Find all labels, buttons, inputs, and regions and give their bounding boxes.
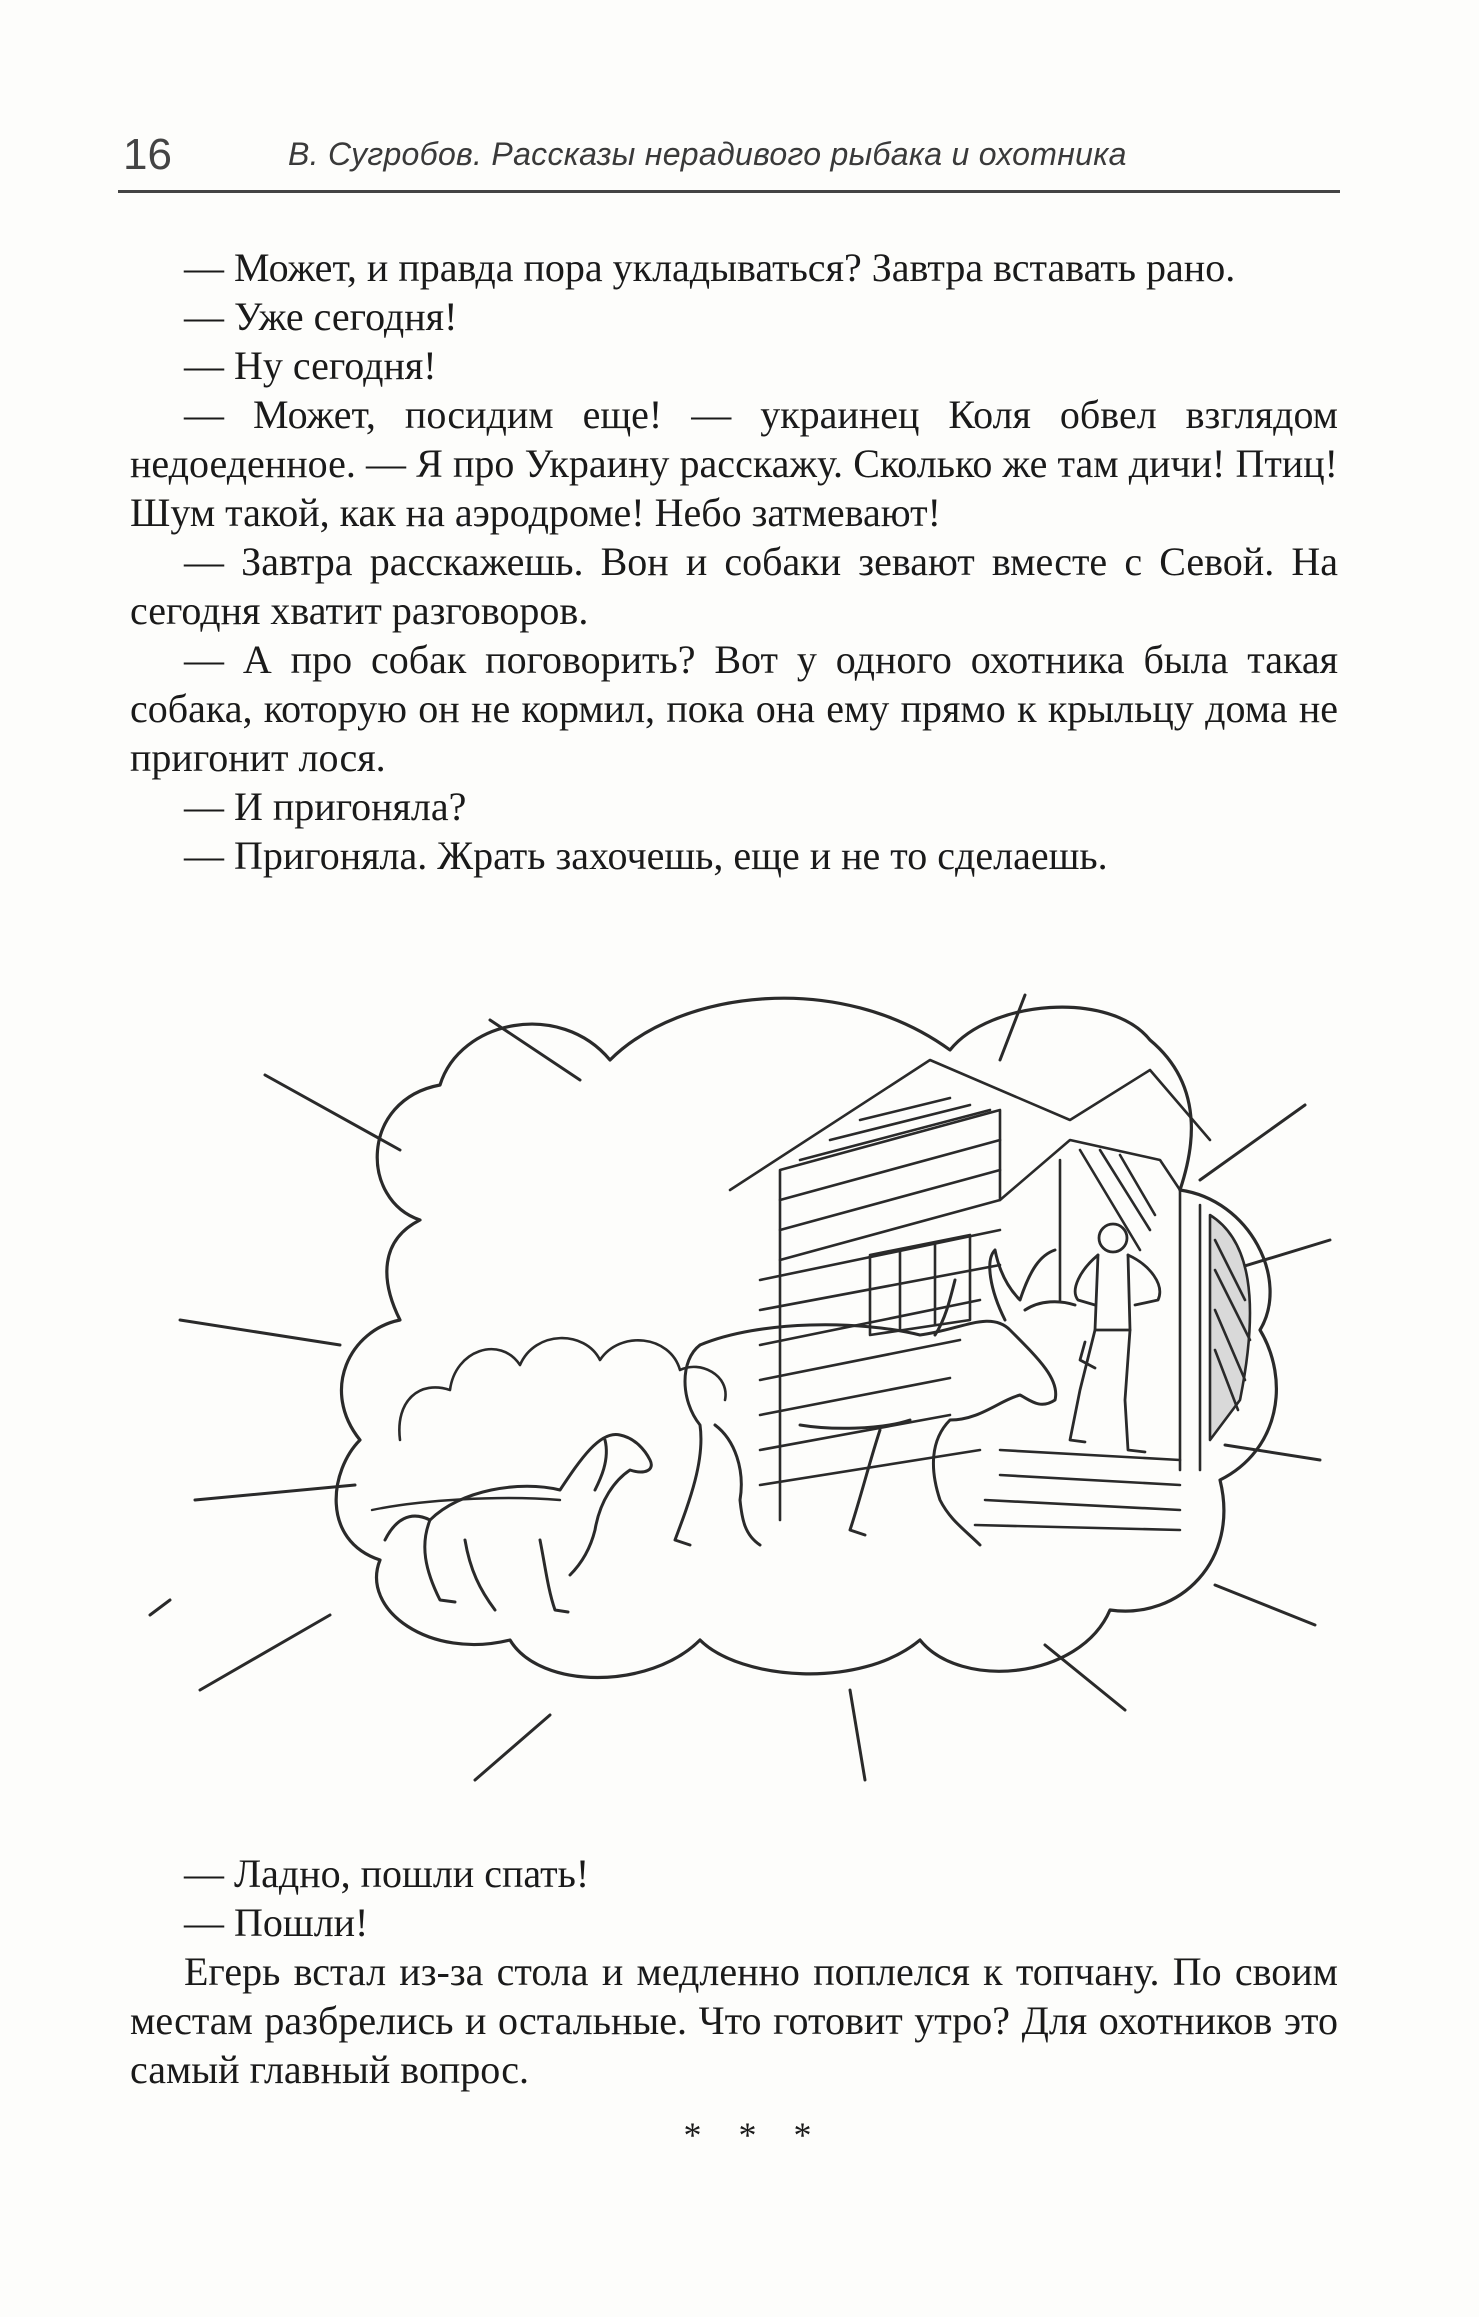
paragraph: — Завтра расскажешь. Вон и собаки зевают вместе с Севой. На сегодня хватит разговоров. [130,539,1338,633]
paragraph: — А про собак поговорить? Вот у одного охотника была такая собака, которую он не кормил, пока она ему прямо к крыльцу дома не пригонит лося. [130,637,1338,780]
ground-line [372,1498,560,1510]
text-block-bottom [130,1849,1338,2094]
section-separator: * * * [683,2115,826,2155]
paragraph: Егерь встал из-за стола и медленно поплелся к топчану. По своим местам разбрелись и остальные. Что готовит утро? Для охотников это самый главный вопрос. [130,1949,1338,2092]
cloud-frame [336,998,1276,1677]
hunting-dog [385,1434,651,1612]
bushes [399,1338,725,1440]
paragraph: — Пошли! [184,1900,369,1945]
running-title: В. Сугробов. Рассказы нерадивого рыбака и охотника [288,136,1127,172]
page-number: 16 [123,130,172,179]
paragraph: — Может, и правда пора укладываться? Завтра вставать рано. [184,245,1236,290]
log-cabin [730,1060,1250,1530]
paragraph: — И пригоняла? [184,784,467,829]
paragraph: — Ладно, пошли спать! [184,1851,590,1896]
paragraph: — Может, посидим еще! — украинец Коля обвел взглядом недоеденное. — Я про Украину расскажу. Сколько же там дичи! Птиц! Шум такой, как на аэродроме! Небо затмевают! [130,392,1338,535]
paragraph: — Ну сегодня! [184,343,437,388]
paragraph: — Пригоняла. Жрать захочешь, еще и не то сделаешь. [184,833,1108,878]
paragraph: — Уже сегодня! [184,294,458,339]
man-figure [1070,1224,1160,1452]
